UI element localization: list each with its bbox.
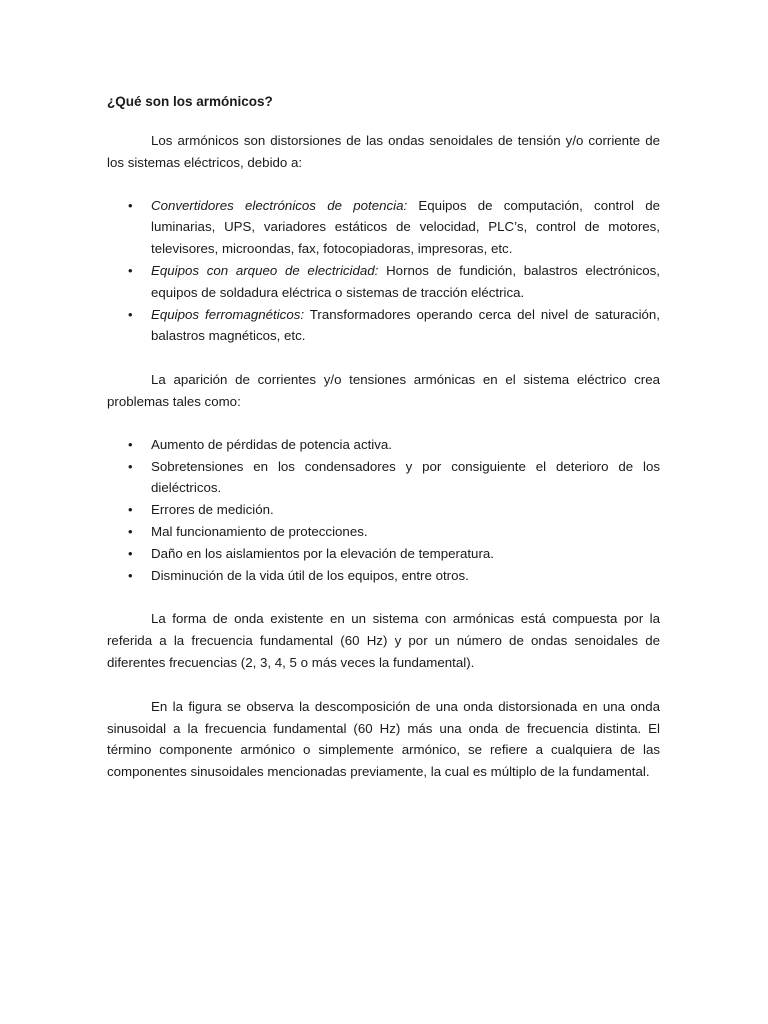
list-item — [107, 499, 660, 521]
bullet-icon: • — [128, 545, 133, 561]
causes-list — [107, 195, 660, 348]
bullet-icon: • — [128, 502, 133, 518]
list-item — [107, 565, 660, 587]
list-item — [107, 521, 660, 543]
problem-text: Aumento de pérdidas de potencia activa. — [151, 436, 392, 452]
spacer — [107, 347, 660, 369]
bullet-icon: • — [128, 262, 133, 278]
spacer — [107, 586, 660, 608]
cause-term: Equipos ferromagnéticos: — [151, 306, 305, 322]
page-title: ¿Qué son los armónicos? — [107, 94, 273, 109]
intro-paragraph: Los armónicos son distorsiones de las ondas senoidales de tensión y/o corriente de los sistemas eléctricos, debido a: — [107, 133, 660, 170]
problems-intro-paragraph: La aparición de corrientes y/o tensiones armónicas en el sistema eléctrico crea problemas tales como: — [107, 372, 660, 409]
list-item — [107, 304, 660, 348]
bullet-icon: • — [128, 567, 133, 583]
problem-text: Daño en los aislamientos por la elevación de temperatura. — [151, 545, 494, 561]
list-item — [107, 434, 660, 456]
spacer — [107, 413, 660, 434]
cause-text: Transformadores operando cerca del nivel de saturación, balastros magnéticos, etc. — [151, 306, 661, 344]
list-item — [107, 543, 660, 565]
cause-term: Equipos con arqueo de electricidad: — [151, 262, 379, 278]
cause-text: Equipos de computación, control de luminarias, UPS, variadores estáticos de velocidad, PLC’s, control de motores, televisores, microondas, fax, fotocopiadoras, impresoras, etc. — [151, 197, 660, 257]
bullet-icon: • — [128, 523, 133, 539]
cause-term: Convertidores electrónicos de potencia: — [151, 197, 408, 213]
bullet-icon: • — [128, 436, 133, 452]
waveform-paragraph: La forma de onda existente en un sistema con armónicas está compuesta por la referida a la frecuencia fundamental (60 Hz) y por un número de ondas senoidales de diferentes frecuencias (2, 3, 4, 5 o más veces la fundamental). — [107, 611, 660, 670]
document-page — [107, 92, 660, 783]
problem-text: Sobretensiones en los condensadores y por consiguiente el deterioro de los dieléctricos. — [151, 458, 660, 496]
problems-list — [107, 434, 660, 587]
bullet-icon: • — [128, 197, 133, 213]
problem-text: Errores de medición. — [151, 502, 274, 518]
problem-text: Mal funcionamiento de protecciones. — [151, 523, 368, 539]
bullet-icon: • — [128, 458, 133, 474]
list-item — [107, 456, 660, 500]
cause-text: Hornos de fundición, balastros electrónicos, equipos de soldadura eléctrica o sistemas de tracción eléctrica. — [151, 262, 660, 300]
problem-text: Disminución de la vida útil de los equipos, entre otros. — [151, 567, 469, 583]
list-item — [107, 195, 660, 260]
spacer — [107, 674, 660, 696]
bullet-icon: • — [128, 306, 133, 322]
list-item — [107, 260, 660, 304]
figure-paragraph: En la figura se observa la descomposición de una onda distorsionada en una onda sinusoidal a la frecuencia fundamental (60 Hz) más una onda de frecuencia distinta. El término componente armónico o simplemente armónico, se refiere a cualquiera de las componentes sinusoidales mencionadas previamente, la cual es múltiplo de la fundamental. — [107, 698, 660, 780]
spacer — [107, 174, 660, 195]
